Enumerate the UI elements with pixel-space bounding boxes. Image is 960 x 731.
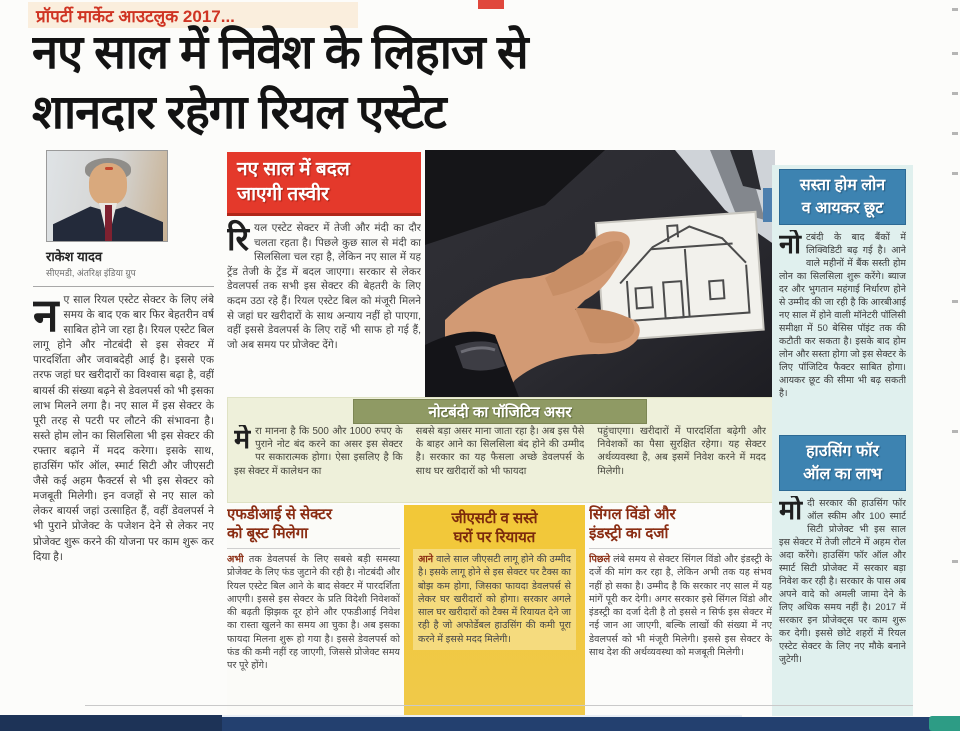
article-text: यल एस्टेट सेक्टर में तेजी और मंदी का दौर चलता रहता है। पिछले कुछ साल से मंदी का सिलसिला चल रहा है, लेकिन नए साल में यह ट्रेंड तेजी के ट्रेंड में बदल जाएगा। सरकार से लेकर डेवलपर्स तक सभी इस सेक्टर की बेहतरी के लिए कदम उठा रहे हैं। रियल एस्टेट बिल को मंजूरी मिलने से जहां घर खरीदारों के साथ अन्याय नहीं हो पाएगा, वहीं इससे डेवलपर्स के लिए राहें भी साफ हो गई हैं, जो अब समय पर प्रोजेक्ट देंगे। xyxy=(227,223,421,351)
home-loan-header: सस्ता होम लोन व आयकर छूट xyxy=(779,169,906,225)
bottom-divider xyxy=(85,705,913,706)
article-text: टबंदी के बाद बैंकों में लिक्विडिटी बढ़ गई है। आने वाले महीनों में बैंक सस्ती होम लोन का सिलसिला शुरू करेंगे। ब्याज दर और भुगतान महंगाई निर्धारण होने से उम्मीद की जा रही है कि आरबीआई नए साल में होने वाली मॉनेटरी पॉलिसी समीक्षा में 50 बेसिस पॉइंट तक की कटौती कर सकता है। इसके बाद होम लोन और सस्ता होगा जो इस सेक्टर के लिए पॉजिटिव फैक्टर साबित होगा। आयकर छूट की सीमा भी बढ़ सकती है। xyxy=(779,231,906,398)
gst-box-body: आने वाले साल जीएसटी लागू होने की उम्मीद है। इसके लागू होने से इस सेक्टर पर टैक्स का बोझ कम होगा, जिसका फायदा डेवलपर्स से लेकर घर खरीदारों को होगा। सरकार अगले साल घर खरीदारों को टैक्स में रियायत देने जा रही है जो अफोर्डेबल हाउसिंग की कमी पूरा करने में इससे मदद मिलेगी। xyxy=(418,554,571,645)
gst-box xyxy=(404,505,585,716)
gst-box-title: जीएसटी व सस्ते घरों पर रियायत xyxy=(451,510,538,546)
dropcap: रि xyxy=(227,220,250,257)
lead-word: आने xyxy=(418,554,434,565)
edge-text-fragment xyxy=(952,132,958,135)
page-edge-red-fragment xyxy=(478,0,504,9)
fdi-box-body: अभी तक डेवलपर्स के लिए सबसे बड़ी समस्या प्रोजेक्ट के लिए फंड जुटाने की रही है। नोटबंदी और रियल एस्टेट बिल आने के बाद सेक्टर में पारदर्शिता आएगी। इससे इस सेक्टर के प्रति विदेशी निवेशकों की बढ़ती झिझक दूर होने और एफडीआई निवेश का रास्ता खुलने का समय आ चुका है। अब इसका फायदा मिलना शुरू हो गया है। इससे डेवलपर्स को फंड की कमी नहीं रह जाएगी, जिससे प्रोजेक्ट समय पर पूरे होंगे। xyxy=(227,554,400,672)
divider xyxy=(227,548,400,549)
author-column xyxy=(33,150,214,710)
article-text: दी सरकार की हाउसिंग फॉर ऑल स्कीम और 100 स्मार्ट सिटी प्रोजेक्ट भी इस साल इस सेक्टर में तेजी लौटने में अहम रोल अदा करेंगे। हाउसिंग फॉर ऑल और स्मार्ट सिटी प्रोजेक्ट में सरकार बड़ा निवेश कर रही है। सरकार के पास अब अपने वादे को अमली जामा देने के लिए अधिक समय नहीं है। 2017 में सरकार इन प्रोजेक्ट्स पर काम शुरू कर देगी। इससे छोटे शहरों में रियल एस्टेट सेक्टर के लिए नए मौके बनाने जुटेगी। xyxy=(779,497,906,664)
demonetisation-col-2: सबसे बड़ा असर माना जाता रहा है। अब इस पैसे के बाहर आने का सिलसिला बंद होने की उम्मीद है। सरकार का यह फैसला अच्छे डेवलपर्स के साथ घर खरीदारों को भी फायदा xyxy=(415,426,585,477)
red-box-title-line-1: नए साल में बदल xyxy=(237,159,350,180)
demonetisation-col-3: पहुंचाएगा। खरीदारों में पारदर्शिता बढ़ेगी और निवेशकों का पैसा सुरक्षित रहेगा। यह सेक्टर अर्थव्यवस्था है, अब इसमें निवेश करने में मदद मिलेगी। xyxy=(597,426,767,477)
author-article-body xyxy=(33,289,214,565)
main-headline xyxy=(32,22,922,142)
divider xyxy=(33,286,214,287)
edge-text-fragment xyxy=(952,430,958,433)
bottom-bar-highlight xyxy=(222,715,742,717)
edge-text-fragment xyxy=(952,92,958,95)
edge-text-fragment xyxy=(952,560,958,563)
watch xyxy=(455,341,505,370)
edge-text-fragment xyxy=(952,52,958,55)
edge-text-fragment xyxy=(952,300,958,303)
home-loan-body xyxy=(779,230,906,427)
single-window-box-title: सिंगल विंडो और इंडस्ट्री का दर्जा xyxy=(589,506,676,542)
dropcap: मे xyxy=(234,425,251,454)
right-sidebar xyxy=(772,165,913,716)
author-tie xyxy=(105,205,112,241)
housing-for-all-body xyxy=(779,496,906,688)
bottom-bar-teal-accent xyxy=(929,716,960,731)
fdi-box xyxy=(227,505,400,716)
dropcap: नो xyxy=(779,230,801,259)
headline-line-1: नए साल में निवेश के लिहाज से xyxy=(32,25,528,78)
hero-photo-hand-house-card xyxy=(425,150,775,400)
red-headline-box xyxy=(227,152,421,216)
edge-text-fragment xyxy=(952,172,958,175)
divider xyxy=(589,548,772,549)
single-window-box xyxy=(589,505,772,716)
demonetisation-banner: नोटबंदी का पॉजिटिव असर xyxy=(353,399,647,424)
author-photo xyxy=(46,150,168,242)
author-tilak xyxy=(105,167,113,170)
article-text: रा मानना है कि 500 और 1000 रुपए के पुराने नोट बंद करने का असर इस सेक्टर पर सकारात्मक होगा। ऐसा इसलिए है कि इस सेक्टर में कालेधन का xyxy=(234,426,403,477)
kicker-text: प्रॉपर्टी मार्केट आउटलुक 2017... xyxy=(36,6,235,26)
single-window-box-body: पिछले लंबे समय से सेक्टर सिंगल विंडो और इंडस्ट्री के दर्जे की मांग कर रहा है, लेकिन अभी तक यह संभव नहीं हो सका है। उम्मीद है कि सरकार नए साल में यह मांगें पूरी कर देगी। अगर सरकार इसे सिंगल विंडो और इंडस्ट्री का दर्जा देती है तो इससे न सिर्फ इस सेक्टर में नई जान आ जाएगी, बल्कि लाखों की संख्या में नए डेवलपर्स को भी मंजूरी मिलेगी। इससे इस सेक्टर के साथ देश की अर्थव्यवस्था को मजबूती मिलेगी। xyxy=(589,554,772,659)
headline-line-2: शानदार रहेगा रियल एस्टेट xyxy=(32,85,446,138)
author-name: राकेश यादव xyxy=(46,249,103,264)
housing-for-all-header: हाउसिंग फॉर ऑल का लाभ xyxy=(779,435,906,491)
edge-text-fragment xyxy=(952,8,958,11)
demonetisation-col-1 xyxy=(234,425,403,498)
red-box-title-line-2: जाएगी तस्वीर xyxy=(237,184,329,205)
author-designation: सीएमडी, अंतरिक्ष इंडिया ग्रुप xyxy=(46,268,136,278)
fdi-box-title: एफडीआई से सेक्टर को बूस्ट मिलेगा xyxy=(227,506,332,542)
bottom-bar-left-segment xyxy=(0,715,222,731)
article-text: ए साल रियल एस्टेट सेक्टर के लिए लंबे समय के बाद एक बार फिर बेहतरीन वर्ष साबित होने जा रहा है। रियल एस्टेट बिल लागू होने और नोटबंदी से इस सेक्टर में पारदर्शिता और जवाबदेही आई है। इससे एक तरफ जहां घर खरीदारों का विश्वास बढ़ा है, वहीं बायर्स की संख्या बढ़ने से डेवलपर्स को भी इसका लाभ मिलने लगा है। नए साल में इस सेक्टर के पूरी तरह से पटरी पर लौटने की संभावना है। सस्ते होम लोन का सिलसिला भी इस सेक्टर की रफ्तार बढ़ाने में मदद करेगा। इसके साथ, हाउसिंग फॉर ऑल, स्मार्ट सिटी और जीएसटी जैसे कई अहम फैक्टर्स से भी इस सेक्टर को मजबूती मिलेगी। इन वजहों से नए साल को लेकर बायर्स जहां उत्साहित हैं, वहीं डेवलपर्स ने भी पुराने प्रोजेक्ट के पजेशन देने से लेकर नए प्रोजेक्ट शुरू करने की योजना पर काम शुरू कर दिया है। xyxy=(33,294,214,563)
dropcap: मो xyxy=(779,496,803,525)
hero-photo-illustration xyxy=(425,150,775,400)
lead-word: पिछले xyxy=(589,554,611,565)
dropcap: न xyxy=(33,289,59,341)
change-box-body xyxy=(227,222,421,353)
change-column xyxy=(227,152,421,410)
lead-word: अभी xyxy=(227,554,244,565)
